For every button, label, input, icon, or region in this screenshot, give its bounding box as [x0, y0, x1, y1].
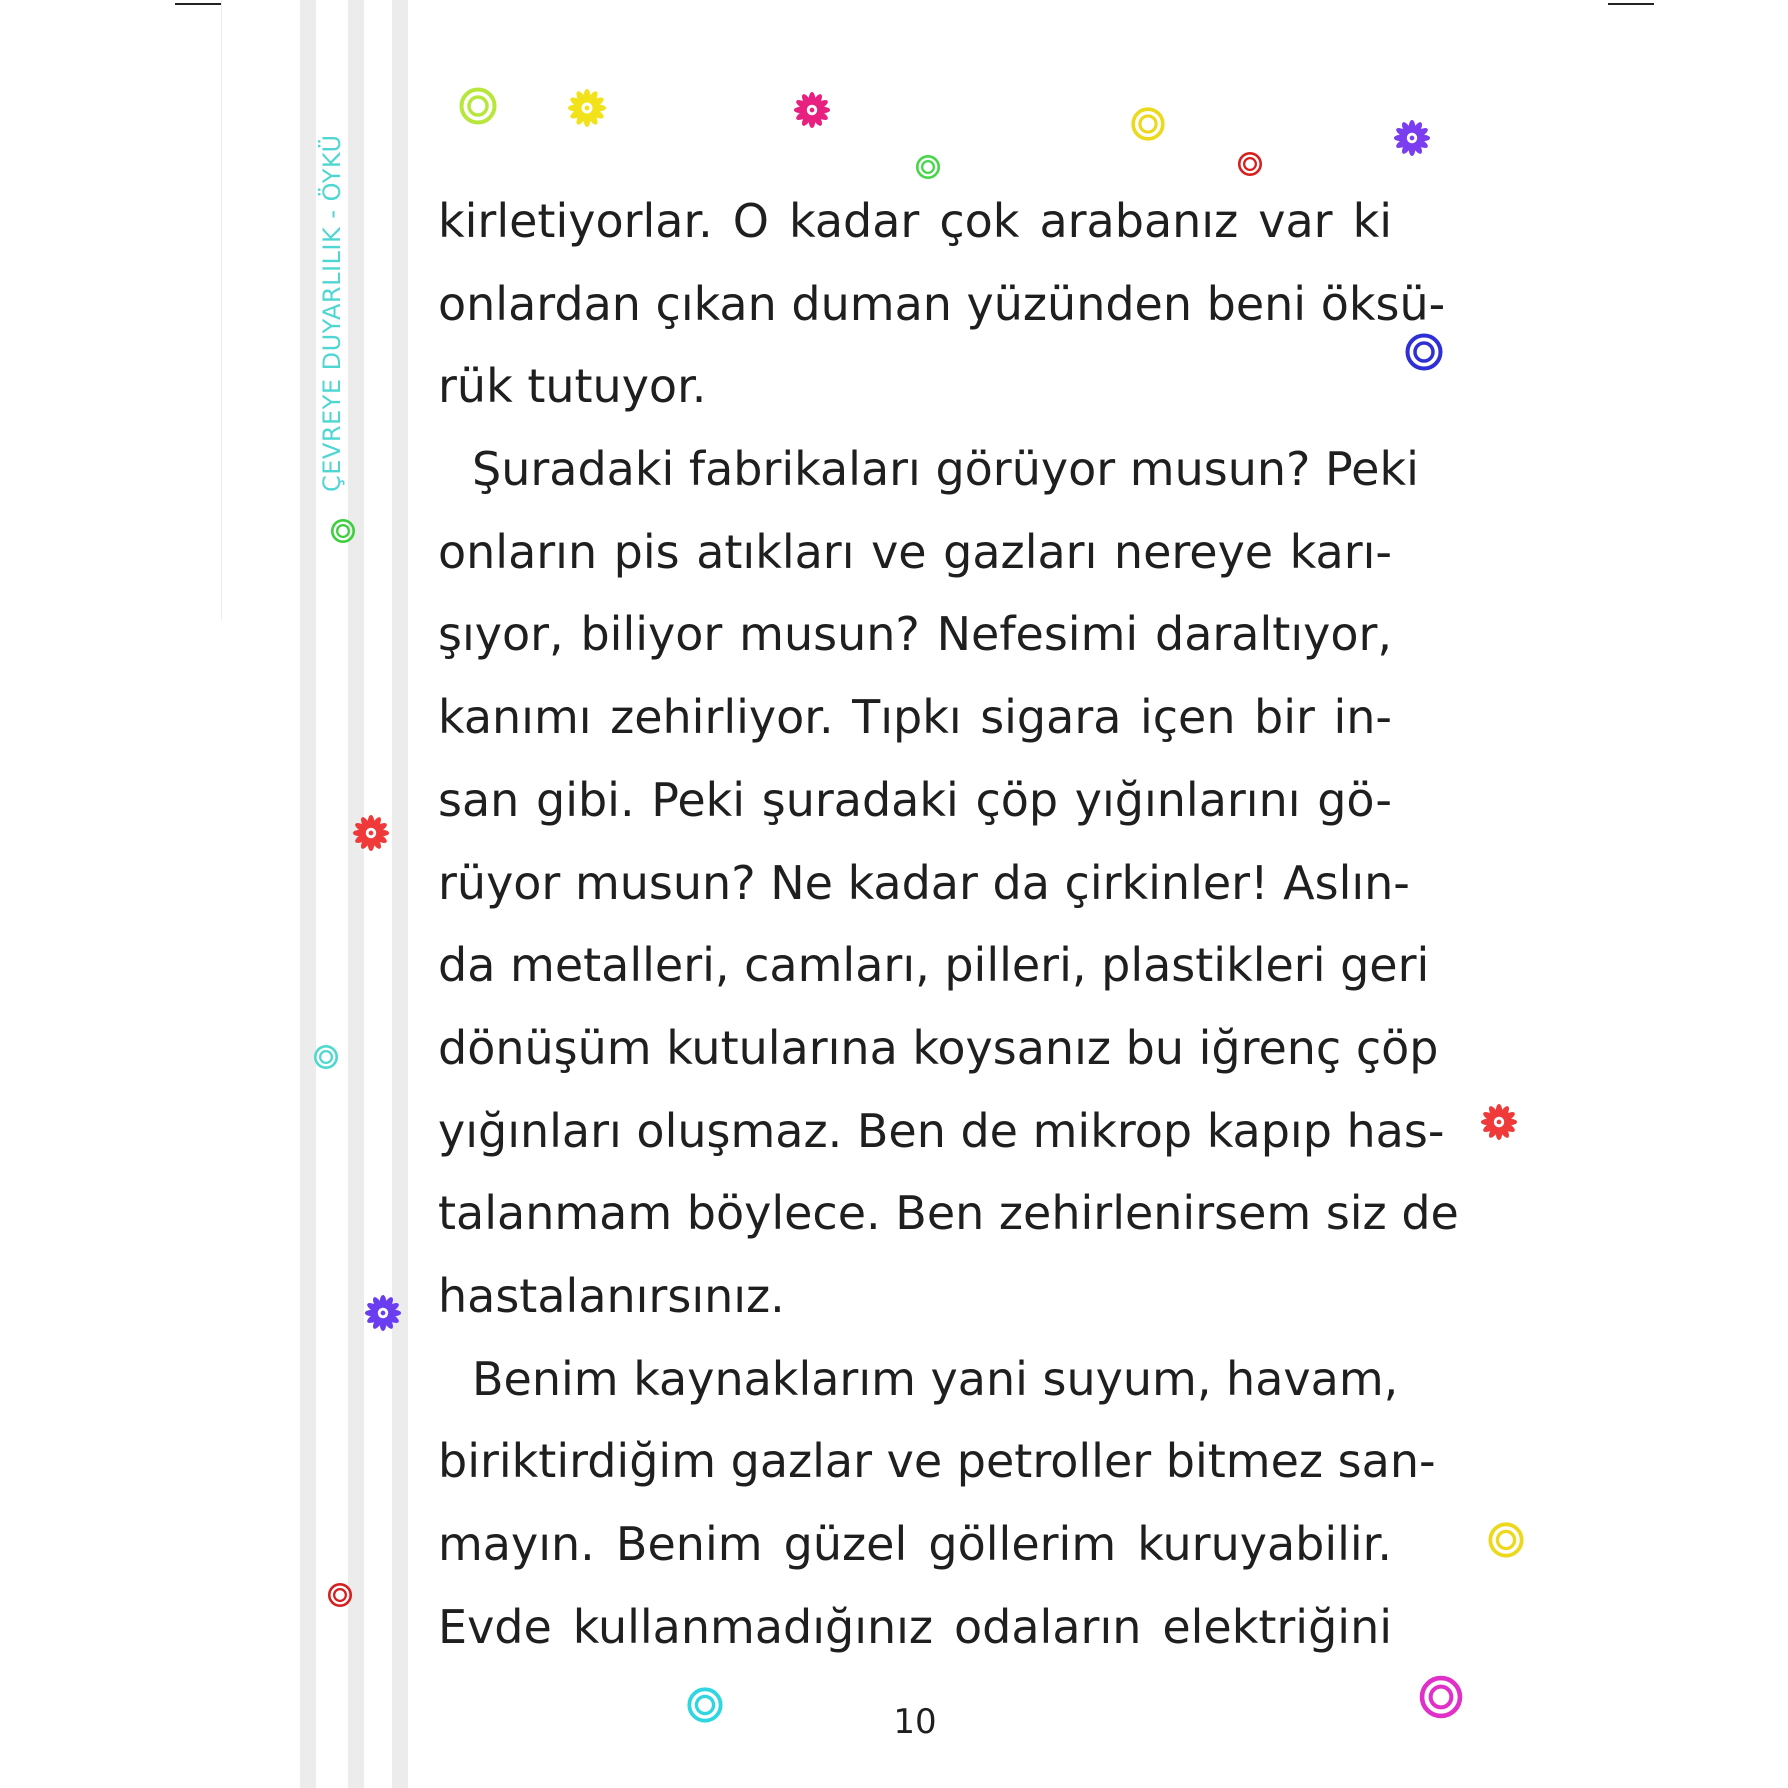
margin-stripe — [392, 0, 408, 1788]
text-line: biriktirdiğim gazlar ve petroller bitmez san- — [438, 1434, 1436, 1489]
text-line: dönüşüm kutularına koysanız bu iğrenç çöp — [438, 1020, 1439, 1075]
ring-icon — [1404, 332, 1444, 372]
text-line: yığınları oluşmaz. Ben de mikrop kapıp has- — [438, 1103, 1445, 1158]
text-line: kanımı zehirliyor. Tıpkı sigara içen bir in- — [438, 690, 1392, 745]
text-line: kirletiyorlar. O kadar çok arabanız var ki — [438, 194, 1392, 248]
flower-icon — [352, 814, 390, 852]
text-line: şıyor, biliyor musun? Nefesimi daraltıyor, — [438, 607, 1392, 662]
margin-stripe — [300, 0, 316, 1788]
ring-icon — [1418, 1674, 1464, 1720]
text-line: rüyor musun? Ne kadar da çirkinler! Aslın- — [438, 855, 1410, 910]
text-line: onlardan çıkan duman yüzünden beni öksü- — [438, 276, 1446, 331]
margin-stripe — [348, 0, 364, 1788]
body-text — [438, 180, 1459, 1668]
text-line: san gibi. Peki şuradaki çöp yığınlarını gö- — [438, 772, 1392, 827]
flower-icon — [567, 88, 607, 128]
ring-icon — [915, 154, 941, 180]
text-line: rük tutuyor. — [438, 359, 707, 414]
text-line: Evde kullanmadığınız odaların elektriğini — [438, 1599, 1392, 1654]
flower-icon — [793, 91, 831, 129]
running-title: ÇEVREYE DUYARLILIK - ÖYKÜ — [318, 134, 346, 492]
flower-icon — [1393, 119, 1431, 157]
text-line: da metalleri, camları, pilleri, plastikleri geri — [438, 938, 1430, 993]
text-line: hastalanırsınız. — [438, 1268, 785, 1323]
text-line: mayın. Benim güzel göllerim kuruyabilir. — [438, 1517, 1392, 1571]
ring-icon — [686, 1686, 724, 1724]
fold-line — [221, 0, 222, 620]
ring-icon — [1487, 1521, 1525, 1559]
ring-icon — [330, 518, 356, 544]
ring-icon — [458, 86, 498, 126]
crop-mark-right — [1608, 3, 1654, 5]
page-number: 10 — [893, 1702, 937, 1742]
ring-icon — [1237, 151, 1263, 177]
ring-icon — [327, 1582, 353, 1608]
crop-mark-left — [175, 3, 221, 5]
flower-icon — [1480, 1103, 1518, 1141]
ring-icon — [1130, 106, 1166, 142]
flower-icon — [364, 1294, 402, 1332]
text-line: Benim kaynaklarım yani suyum, havam, — [472, 1351, 1399, 1406]
text-line: talanmam böylece. Ben zehirlenirsem siz de — [438, 1186, 1459, 1241]
text-line: onların pis atıkları ve gazları nereye karı- — [438, 524, 1392, 579]
text-line: Şuradaki fabrikaları görüyor musun? Peki — [472, 442, 1419, 497]
ring-icon — [313, 1044, 339, 1070]
